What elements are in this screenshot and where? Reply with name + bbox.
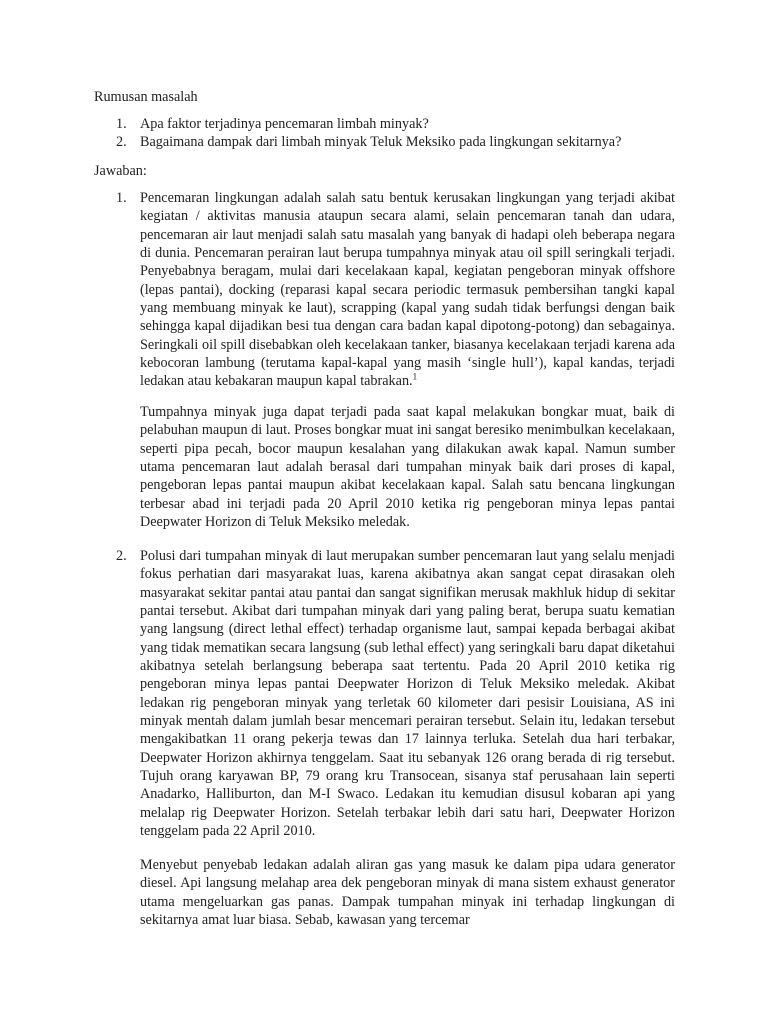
answer-number: 1. — [116, 190, 127, 206]
answer-paragraph — [140, 189, 675, 391]
question-text: Bagaimana dampak dari limbah minyak Teluk Meksiko pada lingkungan sekitarnya? — [140, 134, 622, 150]
answer-text: Pencemaran lingkungan adalah salah satu bentuk kerusakan lingkungan yang terjadi akibat kegiatan / aktivitas manusia ataupun secara alami, selain pencemaran tanah dan udara, pencemaran air laut menjadi salah satu masalah yang banyak di hadapi oleh beberapa negara di dunia. Pencemaran perairan laut berupa tumpahnya minyak atau oil spill seringkali terjadi. Penyebabnya beragam, mulai dari kecelakaan kapal, kegiatan pengeboran minyak offshore (lepas pantai), docking (reparasi kapal secara periodic termasuk pembersihan tangki kapal yang membuang minyak ke laut), scrapping (kapal yang sudah tidak berfungsi dengan baik sehingga kapal dijadikan besi tua dengan cara badan kapal dipotong-potong) dan sebagainya. Seringkali oil spill disebabkan oleh kecelakaan tanker, biasanya kecelakaan terjadi karena ada kebocoran lambung (terutama kapal-kapal yang masih ‘single hull’), kapal kandas, terjadi ledakan atau kebakaran maupun kapal tabrakan. — [140, 190, 675, 390]
answer-paragraph: Polusi dari tumpahan minyak di laut merupakan sumber pencemaran laut yang selalu menjadi fokus perhatian dari masyarakat luas, karena akibatnya akan sangat cepat dirasakan oleh masyarakat sekitar pantai atau pantai dan sangat signifikan merusak makhluk hidup di sekitar pantai tersebut. Akibat dari tumpahan minyak dari yang paling berat, berupa suatu kematian yang langsung (direct lethal effect) terhadap organisme laut, sampai kepada berbagai akibat yang tidak mematikan secara langsung (sub lethal effect) yang seringkali baru dapat diketahui akibatnya setelah berlangsung beberapa saat tertentu. Pada 20 April 2010 ketika rig pengeboran minya lepas pantai Deepwater Horizon di Teluk Meksiko meledak. Akibat ledakan rig pengeboran minyak yang terletak 60 kilometer dari pesisir Louisiana, AS ini minyak mentah dalam jumlah besar mencemari perairan tersebut. Selain itu, ledakan tersebut mengakibatkan 11 orang pekerja tewas dan 17 lainnya terluka. Setelah dua hari terbakar, Deepwater Horizon akhirnya tenggelam. Saat itu sebanyak 126 orang berada di rig tersebut. Tujuh orang karyawan BP, 79 orang kru Transocean, sisanya staf perusahaan lain seperti Anadarko, Halliburton, dan M-I Swaco. Ledakan itu kemudian disusul kobaran api yang melalap rig Deepwater Horizon. Setelah terbakar lebih dari satu hari, Deepwater Horizon tenggelam pada 22 April 2010. — [140, 548, 675, 840]
question-number: 2. — [116, 134, 127, 150]
footnote-mark: 1 — [412, 371, 418, 382]
answer-paragraph: Menyebut penyebab ledakan adalah aliran gas yang masuk ke dalam pipa udara generator diesel. Api langsung melahap area dek pengeboran minyak di mana sistem exhaust generator utama mengeluarkan gas panas. Dampak tumpahan minyak ini terhadap lingkungan di sekitarnya amat luar biasa. Sebab, kawasan yang tercemar — [140, 857, 675, 929]
answers-title: Jawaban: — [94, 163, 147, 179]
answer-paragraph: Tumpahnya minyak juga dapat terjadi pada saat kapal melakukan bongkar muat, baik di pelabuhan maupun di laut. Proses bongkar muat ini sangat beresiko menimbulkan kecelakaan, seperti pipa pecah, bocor maupun kesalahan yang dilakukan awak kapal. Namun sumber utama pencemaran laut adalah berasal dari tumpahan minyak baik dari proses di kapal, pengeboran lepas pantai maupun akibat kecelakaan kapal. Salah satu bencana lingkungan terbesar abad ini terjadi pada 20 April 2010 ketika rig pengeboran minya lepas pantai Deepwater Horizon di Teluk Meksiko meledak. — [140, 404, 675, 531]
answer-number: 2. — [116, 548, 127, 564]
section-title: Rumusan masalah — [94, 89, 198, 105]
question-number: 1. — [116, 116, 127, 132]
question-text: Apa faktor terjadinya pencemaran limbah minyak? — [140, 116, 429, 132]
